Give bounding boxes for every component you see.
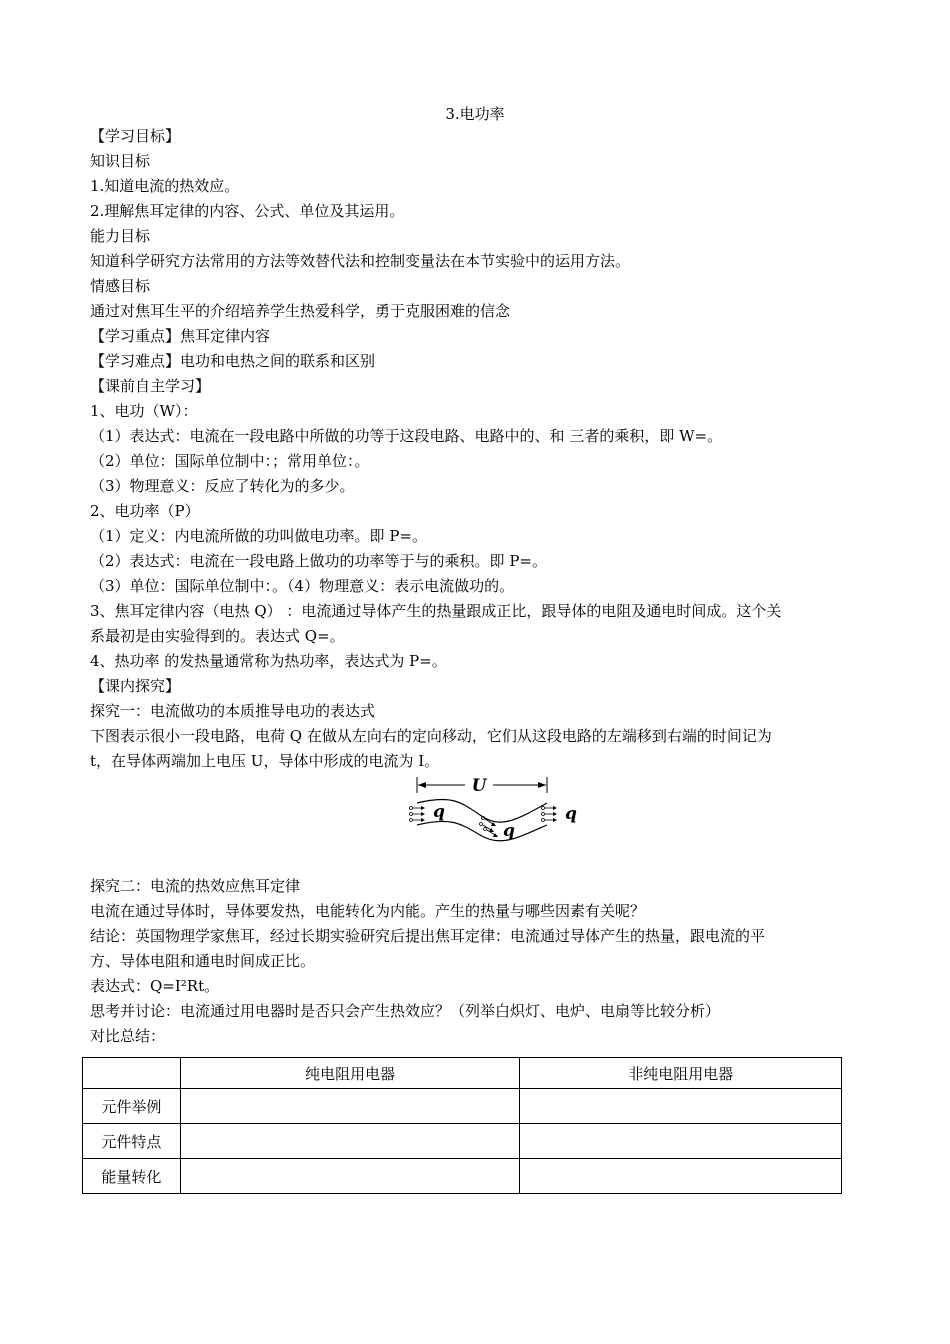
table-cell[interactable] [180, 1089, 520, 1124]
table-row [83, 1089, 842, 1124]
explore-1-title: 探究一：电流做功的本质推导电功的表达式 [90, 702, 376, 720]
item-work-meaning: （3）物理意义：反应了转化为的多少。 [90, 477, 355, 495]
emotion-text: 通过对焦耳生平的介绍培养学生热爱科学，勇于克服困难的信念 [90, 302, 511, 320]
item-electric-work: 1、电功（W）： [90, 402, 198, 420]
table-cell[interactable] [180, 1124, 520, 1159]
charge-group-right [542, 804, 578, 824]
comparison-table [82, 1057, 842, 1194]
goal-item-2: 2.理解焦耳定律的内容、公式、单位及其运用。 [90, 202, 405, 220]
conductor-bottom-edge [417, 821, 547, 840]
charge-group-left [410, 802, 446, 822]
charge-label-right: q [565, 804, 577, 824]
subheading-ability: 能力目标 [90, 227, 151, 245]
table-cell[interactable] [520, 1124, 842, 1159]
goal-item-1: 1.知道电流的热效应。 [90, 177, 240, 195]
conductor-diagram [405, 773, 585, 843]
item-heat-power: 4、热功率 的发热量通常称为热功率，表达式为 P=。 [90, 652, 447, 670]
charge-label-middle: q [503, 821, 515, 841]
table-header-row [83, 1058, 842, 1089]
table-header-cell: 非纯电阻用电器 [520, 1058, 842, 1089]
section-heading-explore: 【课内探究】 [90, 677, 181, 695]
item-power-definition: （1）定义：内电流所做的功叫做电功率。即 P=。 [90, 527, 427, 545]
item-work-unit: （2）单位：国际单位制中：；常用单位：。 [90, 452, 370, 470]
item-power-expression: （2）表达式：电流在一段电路上做功的功率等于与的乘积。即 P=。 [90, 552, 547, 570]
difficulty-point: 【学习难点】电功和电热之间的联系和区别 [90, 352, 376, 370]
item-power-unit: （3）单位：国际单位制中：。（4）物理意义：表示电流做功的。 [90, 577, 515, 595]
table-cell[interactable] [520, 1089, 842, 1124]
item-joule-law-2: 系最初是由实验得到的。表达式 Q=。 [90, 627, 345, 645]
table-row-label: 元件举例 [83, 1089, 181, 1124]
item-work-expression: （1）表达式：电流在一段电路中所做的功等于这段电路、电路中的、和 三者的乘积，即 W=。 [90, 427, 723, 445]
conclusion-text-1: 结论：英国物理学家焦耳，经过长期实验研究后提出焦耳定律：电流通过导体产生的热量，跟电流的平 [90, 927, 766, 945]
explore-1-text-1: 下图表示很小一段电路，电荷 Q 在做从左向右的定向移动，它们从这段电路的左端移到右端的时间记为 [90, 727, 772, 745]
key-point: 【学习重点】焦耳定律内容 [90, 327, 271, 345]
page-title: 3.电功率 [445, 105, 505, 123]
subheading-emotion: 情感目标 [90, 277, 151, 295]
joule-formula: 表达式：Q=I²Rt。 [90, 977, 220, 995]
charge-label-left: q [433, 802, 445, 822]
section-heading-preview: 【课前自主学习】 [90, 377, 211, 395]
explore-1-text-2: t，在导体两端加上电压 U，导体中形成的电流为 I。 [90, 752, 440, 770]
table-header-cell [83, 1058, 181, 1089]
table-cell[interactable] [180, 1159, 520, 1194]
item-joule-law-1: 3、焦耳定律内容（电热 Q） ：电流通过导体产生的热量跟成正比，跟导体的电阻及通电时间成。这个关 [90, 602, 782, 620]
table-cell[interactable] [520, 1159, 842, 1194]
section-heading-goals: 【学习目标】 [90, 127, 181, 145]
comparison-label: 对比总结： [90, 1027, 166, 1045]
explore-2-text: 电流在通过导体时，导体要发热，电能转化为内能。产生的热量与哪些因素有关呢？ [90, 902, 646, 920]
subheading-knowledge: 知识目标 [90, 152, 151, 170]
table-row [83, 1124, 842, 1159]
table-header-cell: 纯电阻用电器 [180, 1058, 520, 1089]
explore-2-title: 探究二：电流的热效应焦耳定律 [90, 877, 301, 895]
table-row-label: 能量转化 [83, 1159, 181, 1194]
conclusion-text-2: 方、导体电阻和通电时间成正比。 [90, 952, 316, 970]
voltage-label: U [471, 776, 487, 796]
table-row-label: 元件特点 [83, 1124, 181, 1159]
table-row [83, 1159, 842, 1194]
item-electric-power: 2、电功率（P） [90, 502, 200, 520]
ability-text: 知道科学研究方法常用的方法等效替代法和控制变量法在本节实验中的运用方法。 [90, 252, 631, 270]
discussion-text: 思考并讨论：电流通过用电器时是否只会产生热效应？（列举白炽灯、电炉、电扇等比较分析） [90, 1002, 721, 1020]
